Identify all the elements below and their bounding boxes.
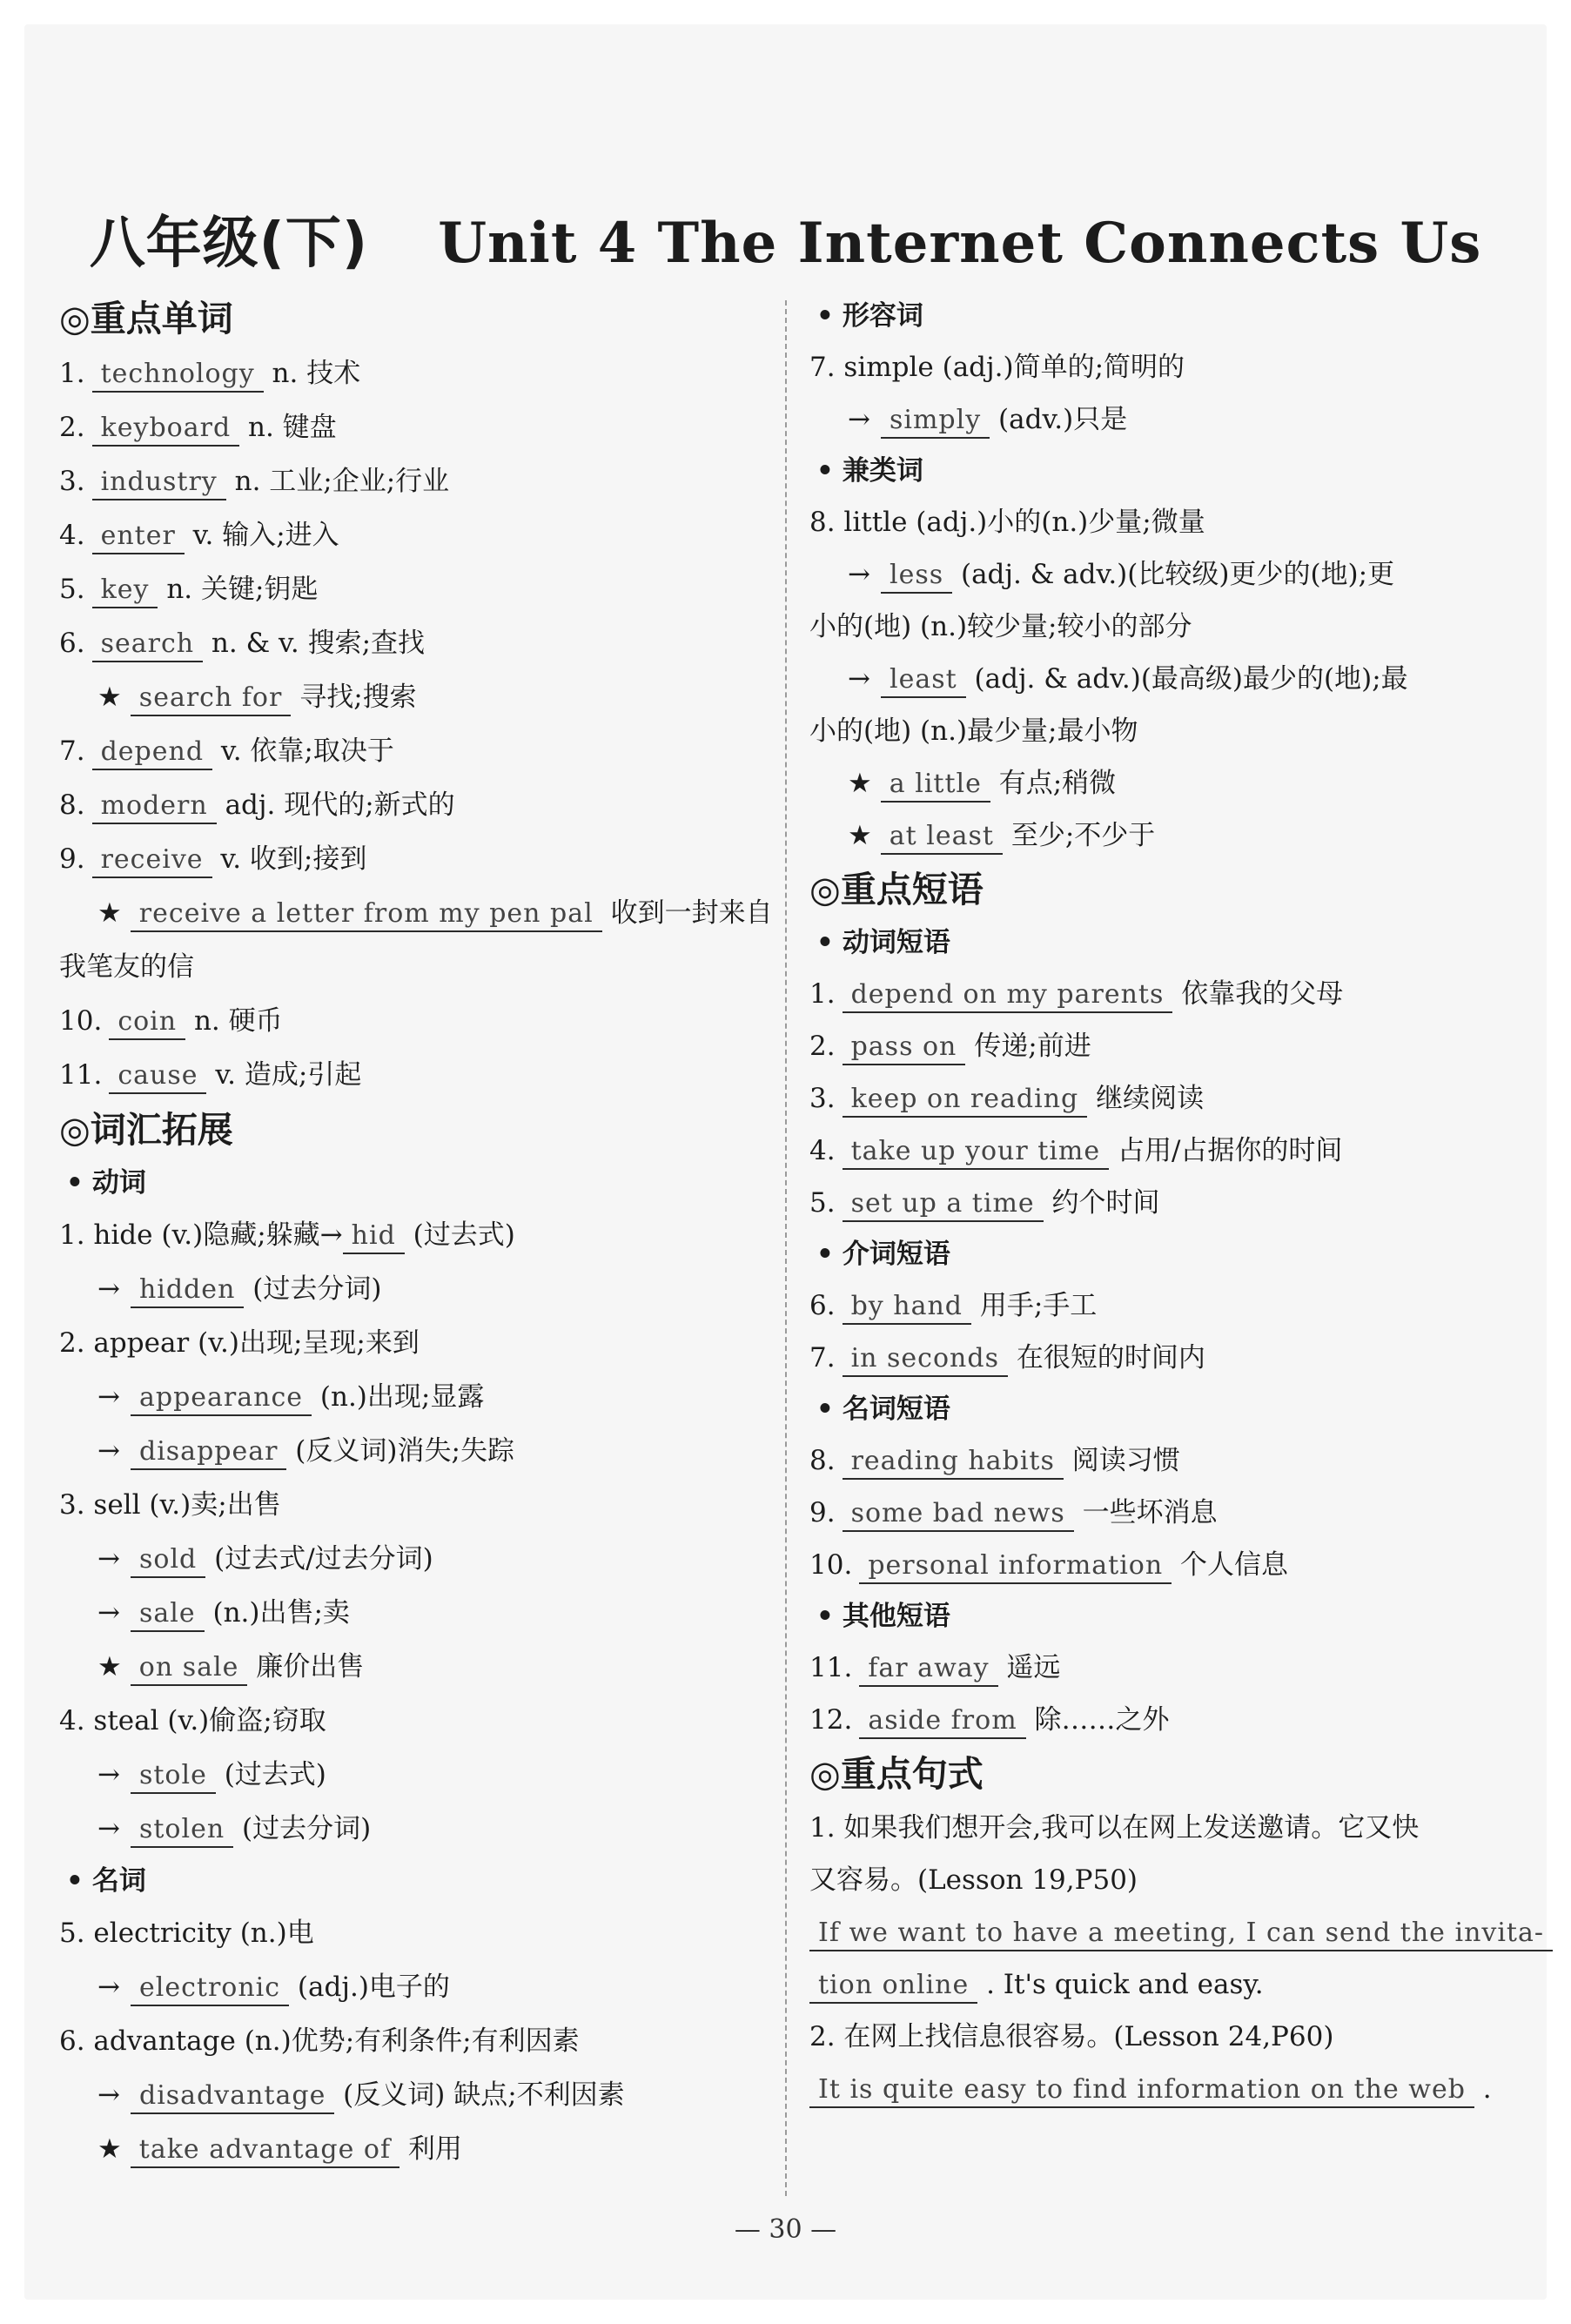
arrow-icon: →	[97, 1813, 120, 1844]
subsection-verb-phrases	[809, 917, 1514, 968]
subsection-label: 动词短语	[842, 927, 950, 958]
subsection-prep-phrases	[809, 1229, 1514, 1280]
item-text: 1. hide (v.)隐藏;躲藏→	[59, 1219, 343, 1251]
answer-blank: coin	[109, 1005, 185, 1040]
answer-blank: disadvantage	[131, 2079, 334, 2114]
answer-blank: far away	[859, 1652, 997, 1687]
item-meaning: .	[1474, 2073, 1492, 2105]
list-item	[59, 1586, 755, 1640]
list-item	[809, 1802, 1514, 1854]
item-meaning: . It's quick and easy.	[977, 1969, 1264, 2000]
list-item	[809, 809, 1514, 862]
list-item	[59, 940, 755, 994]
list-item	[809, 2063, 1514, 2115]
item-meaning: 占用/占据你的时间	[1109, 1135, 1343, 1166]
section-key-phrases: ◎重点短语	[809, 869, 984, 910]
item-number: 6.	[809, 1290, 836, 1321]
list-item	[809, 705, 1514, 757]
item-meaning: (n.)出售;卖	[204, 1597, 350, 1629]
item-meaning: n. 硬币	[185, 1005, 283, 1037]
list-item	[809, 1280, 1514, 1332]
answer-blank: search for	[131, 682, 292, 716]
list-item	[809, 341, 1514, 393]
arrow-icon: →	[97, 1435, 120, 1467]
item-text: 8. little (adj.)小的(n.)少量;微量	[809, 507, 1205, 538]
item-meaning: n. 键盘	[239, 412, 337, 443]
answer-blank: receive	[92, 843, 212, 878]
item-number: 8.	[809, 1445, 836, 1476]
answer-blank: keep on reading	[843, 1083, 1088, 1118]
list-item	[59, 1262, 755, 1316]
list-item	[59, 1208, 755, 1262]
item-meaning: 传递;前进	[965, 1031, 1091, 1062]
list-item	[809, 1020, 1514, 1072]
item-number: 11.	[809, 1652, 853, 1683]
arrow-icon: →	[848, 559, 870, 590]
answer-blank: take up your time	[843, 1135, 1110, 1170]
item-meaning: 遥远	[997, 1652, 1061, 1683]
answer-blank: simply	[881, 404, 990, 439]
star-icon: ★	[97, 897, 122, 929]
answer-blank: If we want to have a meeting, I can send the invita-	[809, 1917, 1553, 1951]
item-number: 6.	[59, 628, 85, 659]
answer-blank: sold	[131, 1543, 205, 1578]
item-number: 2.	[809, 1031, 836, 1062]
list-item	[59, 1694, 755, 1748]
list-item	[809, 1642, 1514, 1694]
list-item	[59, 1802, 755, 1856]
subsection-adjectives	[809, 291, 1514, 341]
answer-blank: in seconds	[843, 1342, 1008, 1377]
arrow-icon: →	[848, 663, 870, 695]
item-meaning: 阅读习惯	[1063, 1445, 1180, 1476]
item-meaning: (过去式/过去分词)	[205, 1543, 433, 1575]
section-key-sentences: ◎重点句式	[809, 1753, 984, 1795]
answer-blank: a little	[881, 768, 990, 803]
item-text: 3. sell (v.)卖;出售	[59, 1489, 281, 1521]
item-meaning: 约个时间	[1043, 1187, 1160, 1219]
item-meaning: 收到一封来自	[601, 897, 773, 929]
answer-blank: search	[92, 628, 204, 662]
list-item	[809, 1854, 1514, 1906]
answer-blank: disappear	[131, 1435, 286, 1470]
list-item	[809, 1487, 1514, 1539]
answer-blank: at least	[881, 820, 1003, 855]
subsection-label: 动词	[91, 1167, 146, 1199]
item-text: 1. 如果我们想开会,我可以在网上发送邀请。它又快	[809, 1812, 1420, 1844]
item-number: 4.	[809, 1135, 836, 1166]
item-text: 又容易。(Lesson 19,P50)	[809, 1864, 1138, 1896]
item-number: 8.	[59, 789, 85, 821]
arrow-icon: →	[848, 404, 870, 435]
item-number: 3.	[809, 1083, 836, 1114]
item-meaning: 依靠我的父母	[1172, 978, 1344, 1010]
item-meaning: 继续阅读	[1087, 1083, 1205, 1114]
list-item	[59, 2068, 755, 2122]
answer-blank: depend on my parents	[843, 978, 1173, 1013]
subsection-other-phrases	[809, 1591, 1514, 1642]
item-number: 3.	[59, 466, 85, 497]
item-text: 4. steal (v.)偷盗;窃取	[59, 1705, 326, 1736]
subsection-multi-class	[809, 446, 1514, 496]
list-item	[59, 346, 755, 400]
item-text: 2. appear (v.)出现;呈现;来到	[59, 1327, 420, 1359]
item-number: 1.	[809, 978, 836, 1010]
page-title	[0, 198, 1571, 279]
list-item	[59, 994, 755, 1048]
list-item	[59, 1048, 755, 1102]
answer-blank: less	[881, 559, 952, 594]
bullet-dot: •	[816, 300, 834, 332]
item-meaning: 一些坏消息	[1073, 1497, 1218, 1528]
subsection-noun-phrases	[809, 1384, 1514, 1434]
list-item	[59, 832, 755, 886]
item-number: 12.	[809, 1704, 853, 1736]
list-item	[809, 1694, 1514, 1746]
list-item	[809, 1958, 1514, 2011]
item-meaning: (adv.)只是	[990, 404, 1128, 435]
answer-blank: receive a letter from my pen pal	[131, 897, 602, 932]
answer-blank: enter	[92, 520, 185, 554]
item-text: 6. advantage (n.)优势;有利条件;有利因素	[59, 2025, 580, 2057]
star-icon: ★	[97, 2133, 122, 2165]
item-meaning: (adj.)电子的	[289, 1971, 450, 2003]
item-meaning: v. 收到;接到	[211, 843, 367, 875]
item-meaning: 至少;不少于	[1002, 820, 1156, 851]
answer-blank: depend	[92, 735, 212, 770]
item-number: 9.	[59, 843, 85, 875]
item-number: 4.	[59, 520, 85, 551]
item-meaning: n. & v. 搜索;查找	[203, 628, 426, 659]
item-number: 1.	[59, 358, 85, 389]
answer-blank: It is quite easy to find information on the web	[809, 2073, 1474, 2108]
list-item	[59, 616, 755, 670]
list-item	[59, 1532, 755, 1586]
answer-blank: tion online	[809, 1969, 977, 2004]
subsection-label: 兼类词	[842, 455, 923, 487]
item-number: 10.	[809, 1549, 853, 1581]
item-number: 11.	[59, 1059, 103, 1091]
item-meaning: (过去式)	[215, 1759, 326, 1790]
list-item	[59, 1316, 755, 1370]
answer-blank: least	[881, 663, 966, 698]
list-item	[59, 1748, 755, 1802]
list-item	[809, 1434, 1514, 1487]
bullet-dot: •	[816, 927, 834, 958]
item-meaning: (adj. & adv.)(最高级)最少的(地);最	[965, 663, 1408, 695]
answer-blank: stole	[131, 1759, 216, 1794]
page-number: — 30 —	[734, 2214, 837, 2245]
item-meaning: 我笔友的信	[59, 951, 194, 983]
item-number: 5.	[809, 1187, 836, 1219]
bullet-dot: •	[816, 455, 834, 487]
list-item	[809, 496, 1514, 548]
answer-blank: reading habits	[843, 1445, 1064, 1480]
list-item	[59, 670, 755, 724]
item-number: 10.	[59, 1005, 103, 1037]
answer-blank: technology	[92, 358, 264, 393]
subsection-verbs	[59, 1158, 755, 1208]
list-item	[59, 1424, 755, 1478]
bullet-dot: •	[816, 1601, 834, 1632]
answer-blank: personal information	[859, 1549, 1172, 1584]
item-meaning: n. 工业;企业;行业	[225, 466, 450, 497]
list-item	[809, 2011, 1514, 2063]
item-meaning: (反义词) 缺点;不利因素	[334, 2079, 625, 2111]
list-item	[59, 1640, 755, 1694]
list-item	[809, 1906, 1545, 1958]
answer-blank: hidden	[131, 1273, 244, 1308]
item-meaning: v. 造成;引起	[206, 1059, 362, 1091]
subsection-label: 名词短语	[842, 1394, 950, 1425]
arrow-icon: →	[97, 1543, 120, 1575]
list-item	[59, 454, 755, 508]
right-column	[809, 291, 1545, 2115]
item-text: 2. 在网上找信息很容易。(Lesson 24,P60)	[809, 2021, 1334, 2052]
list-item	[809, 757, 1514, 809]
arrow-icon: →	[97, 1597, 120, 1629]
list-item	[809, 1332, 1514, 1384]
item-meaning: 廉价出售	[247, 1651, 365, 1683]
item-meaning: (adj. & adv.)(比较级)更少的(地);更	[952, 559, 1395, 590]
answer-blank: cause	[109, 1059, 206, 1094]
subsection-label: 其他短语	[842, 1601, 950, 1632]
item-meaning: v. 依靠;取决于	[212, 735, 394, 767]
item-number: 2.	[59, 412, 85, 443]
item-meaning: v. 输入;进入	[184, 520, 339, 551]
list-item	[59, 1370, 755, 1424]
list-item	[809, 1125, 1514, 1177]
item-meaning: 有点;稍微	[990, 768, 1117, 799]
item-meaning: 个人信息	[1172, 1549, 1289, 1581]
section-key-words: ◎重点单词	[59, 298, 233, 339]
list-item	[59, 508, 755, 562]
list-item	[59, 400, 755, 454]
answer-blank: modern	[92, 789, 217, 824]
answer-blank: by hand	[843, 1290, 971, 1325]
answer-blank: pass on	[843, 1031, 966, 1065]
answer-blank: sale	[131, 1597, 205, 1632]
list-item	[59, 778, 755, 832]
list-item	[809, 1539, 1514, 1591]
list-item	[59, 1960, 755, 2014]
answer-blank: key	[92, 574, 158, 608]
bullet-dot: •	[66, 1865, 84, 1897]
arrow-icon: →	[97, 1273, 120, 1305]
answer-blank: aside from	[859, 1704, 1025, 1739]
item-meaning: 在很短的时间内	[1007, 1342, 1205, 1374]
answer-blank: some bad news	[843, 1497, 1074, 1532]
answer-blank: stolen	[131, 1813, 233, 1848]
list-item	[809, 548, 1514, 601]
answer-blank: set up a time	[843, 1187, 1044, 1222]
list-item	[809, 601, 1514, 653]
bullet-dot: •	[816, 1239, 834, 1270]
item-meaning: 利用	[399, 2133, 462, 2165]
answer-blank: electronic	[131, 1971, 289, 2006]
item-meaning: n. 关键;钥匙	[158, 574, 319, 605]
item-number: 7.	[59, 735, 85, 767]
list-item	[809, 968, 1514, 1020]
item-meaning: (过去分词)	[233, 1813, 372, 1844]
item-meaning: n. 技术	[263, 358, 361, 389]
star-icon: ★	[848, 768, 872, 799]
bullet-dot: •	[66, 1167, 84, 1199]
list-item	[59, 724, 755, 778]
item-meaning: (过去式)	[404, 1219, 515, 1251]
star-icon: ★	[97, 1651, 122, 1683]
column-divider	[785, 300, 787, 2196]
left-column	[59, 291, 773, 2176]
list-item	[809, 1177, 1514, 1229]
list-item	[59, 2014, 755, 2068]
item-meaning: 小的(地) (n.)最少量;最小物	[809, 715, 1138, 747]
subsection-label: 介词短语	[842, 1239, 950, 1270]
list-item	[59, 1906, 755, 1960]
item-meaning: 小的(地) (n.)较少量;较小的部分	[809, 611, 1192, 642]
list-item	[59, 562, 755, 616]
star-icon: ★	[97, 682, 122, 713]
list-item	[59, 1478, 755, 1532]
subsection-label: 形容词	[842, 300, 923, 332]
item-meaning: 寻找;搜索	[291, 682, 417, 713]
section-vocab-expansion: ◎词汇拓展	[59, 1109, 233, 1151]
list-item	[809, 653, 1514, 705]
item-meaning: 用手;手工	[971, 1290, 1098, 1321]
answer-blank: take advantage of	[131, 2133, 399, 2168]
star-icon: ★	[848, 820, 872, 851]
arrow-icon: →	[97, 1971, 120, 2003]
subsection-nouns	[59, 1856, 755, 1906]
arrow-icon: →	[97, 1759, 120, 1790]
list-item	[59, 2122, 755, 2176]
subsection-label: 名词	[91, 1865, 146, 1897]
item-meaning: (过去分词)	[244, 1273, 382, 1305]
title-grade: 八年级(下)	[89, 212, 369, 276]
list-item	[59, 886, 773, 940]
item-meaning: (n.)出现;显露	[312, 1381, 485, 1413]
item-meaning: 除……之外	[1025, 1704, 1170, 1736]
item-text: 5. electricity (n.)电	[59, 1918, 314, 1949]
title-unit: Unit 4 The Internet Connects Us	[438, 211, 1482, 276]
item-number: 9.	[809, 1497, 836, 1528]
item-number: 5.	[59, 574, 85, 605]
item-meaning: (反义词)消失;失踪	[286, 1435, 514, 1467]
item-text: 7. simple (adj.)简单的;简明的	[809, 352, 1185, 383]
arrow-icon: →	[97, 2079, 120, 2111]
answer-blank: hid	[343, 1219, 405, 1254]
bullet-dot: •	[816, 1394, 834, 1425]
item-number: 7.	[809, 1342, 836, 1374]
answer-blank: industry	[92, 466, 226, 500]
list-item	[809, 393, 1514, 446]
arrow-icon: →	[97, 1381, 120, 1413]
answer-blank: keyboard	[92, 412, 240, 447]
list-item	[809, 1072, 1514, 1125]
answer-blank: on sale	[131, 1651, 248, 1686]
answer-blank: appearance	[131, 1381, 312, 1416]
item-meaning: adj. 现代的;新式的	[216, 789, 455, 821]
